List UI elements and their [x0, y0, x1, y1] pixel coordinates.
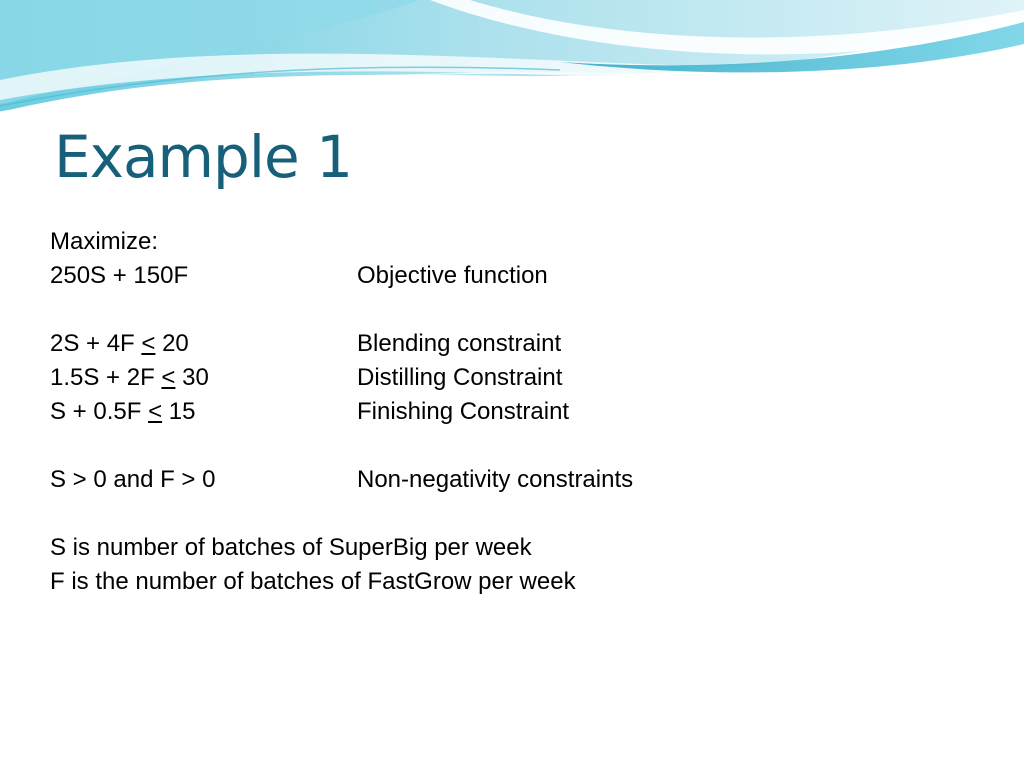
- constraint-description: Distilling Constraint: [357, 364, 563, 391]
- definition-line: [50, 565, 950, 599]
- spacer: [50, 429, 950, 463]
- nonnegativity-description: Non-negativity constraints: [357, 466, 634, 493]
- nonnegativity-row: [50, 463, 950, 497]
- constraint-row: [50, 327, 950, 361]
- constraint-expression: [50, 395, 195, 429]
- definition-f: F is the number of batches of FastGrow per week: [50, 568, 576, 595]
- constraint-row: [50, 395, 950, 429]
- intro-line: [50, 225, 950, 259]
- nonnegativity-expression: S > 0 and F > 0: [50, 466, 216, 493]
- objective-expression: 250S + 150F: [50, 262, 189, 289]
- objective-row: [50, 259, 950, 293]
- spacer: [50, 293, 950, 327]
- constraint-operator: <: [141, 330, 156, 357]
- constraint-description: Blending constraint: [357, 330, 562, 357]
- spacer: [50, 497, 950, 531]
- constraint-operator: <: [161, 364, 176, 391]
- definition-line: [50, 531, 950, 565]
- objective-description: Objective function: [357, 262, 548, 289]
- constraint-row: [50, 361, 950, 395]
- maximize-label: Maximize:: [50, 228, 159, 255]
- definition-s: S is number of batches of SuperBig per week: [50, 534, 532, 561]
- slide-title: Example 1: [54, 123, 352, 191]
- decorative-wave-header: [0, 0, 1024, 130]
- constraint-lhs: 2S + 4F: [50, 330, 135, 357]
- constraint-expression: [50, 361, 209, 395]
- constraint-rhs: 15: [168, 398, 196, 425]
- constraint-expression: [50, 327, 189, 361]
- slide-body: [50, 225, 950, 599]
- constraint-lhs: 1.5S + 2F: [50, 364, 155, 391]
- constraint-lhs: S + 0.5F: [50, 398, 142, 425]
- constraint-operator: <: [148, 398, 163, 425]
- constraint-rhs: 30: [182, 364, 209, 391]
- constraint-rhs: 20: [162, 330, 189, 357]
- constraint-description: Finishing Constraint: [357, 398, 570, 425]
